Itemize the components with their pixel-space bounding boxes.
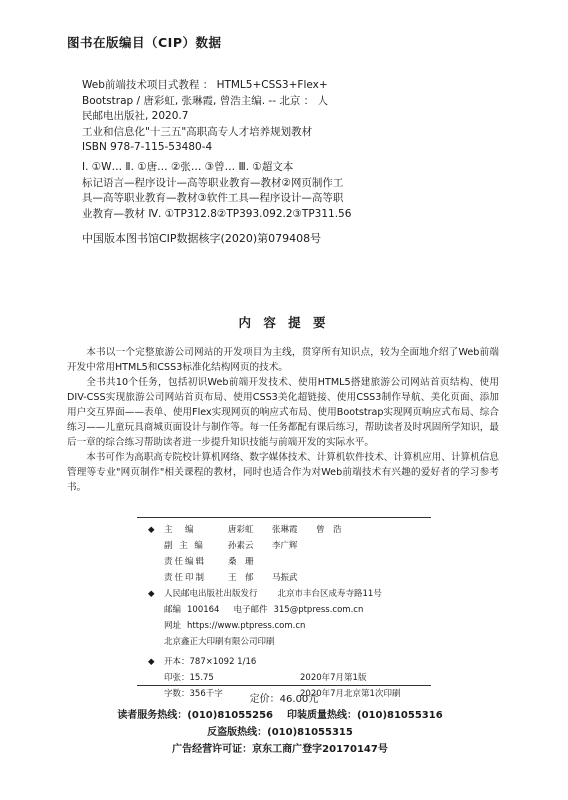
credits-row-contact bbox=[148, 602, 438, 618]
credits-block bbox=[148, 522, 438, 702]
diamond-bullet-icon: ◆ bbox=[148, 525, 155, 535]
cip-bibliographic-block bbox=[82, 78, 328, 156]
edition: 2020年7月第1版 bbox=[300, 673, 367, 683]
reader-service-hotline: 读者服务热线：(010)81055256 bbox=[117, 710, 273, 721]
credit-name: 李广辉 bbox=[272, 541, 298, 551]
credit-role: 主 编 bbox=[164, 525, 196, 535]
cip-number: 中国版本图书馆CIP数据核字(2020)第079408号 bbox=[82, 232, 322, 245]
ad-license: 广告经营许可证：京东工商广登字20170147号 bbox=[172, 744, 388, 755]
credits-row-printer bbox=[148, 634, 438, 650]
cip-subject-line: 业教育—教材 Ⅳ. ①TP312.8②TP393.092.2③TP311.56 bbox=[82, 207, 352, 220]
price: 定价：46.00元 bbox=[249, 694, 319, 705]
credits-row-publisher bbox=[148, 586, 438, 602]
diamond-bullet-icon: ◆ bbox=[148, 589, 155, 599]
postcode-label: 邮编 bbox=[164, 605, 182, 615]
credit-name: 马振武 bbox=[272, 573, 298, 583]
credit-name: 唐彩虹 bbox=[228, 525, 254, 535]
summary-paragraph: 本书以一个完整旅游公司网站的开发项目为主线，贯穿所有知识点，较为全面地介绍了Web前端开发中常用HTML5和CSS3标准化结构网页的技术。 bbox=[67, 347, 499, 373]
email-label: 电子邮件 bbox=[233, 605, 268, 615]
cip-subject-line: Ⅰ. ①W… Ⅱ. ①唐… ②张… ③曾… Ⅲ. ①超文本 bbox=[82, 161, 294, 173]
cip-subject-block bbox=[82, 160, 351, 222]
cip-subject-line: 具—高等职业教育—教材③软件工具—程序设计—高等职 bbox=[82, 192, 344, 204]
credits-row-website bbox=[148, 618, 438, 634]
postcode: 100164 bbox=[187, 605, 220, 615]
hotline-row bbox=[100, 741, 460, 758]
printed-sheets: 印张：15.75 bbox=[164, 673, 214, 683]
credit-name: 曾 浩 bbox=[316, 525, 342, 535]
cip-line: 民邮电出版社, 2020.7 bbox=[82, 110, 189, 122]
credit-role: 责任编辑 bbox=[164, 557, 207, 567]
credit-name: 孙素云 bbox=[228, 541, 254, 551]
cip-subject-line: 标记语言—程序设计—高等职业教育—教材②网页制作工 bbox=[82, 176, 344, 189]
summary-paragraph: 全书共10个任务，包括初识Web前端开发技术、使用HTML5搭建旅游公司网站首页结构、使用DIV-CSS实现旅游公司网站首页布局、使用CSS3美化超链接、使用CSS3制作导航、美化页面、添加用户交互界面——表单、使用Flex实现网页的响应式布局、使用Bootstrap实现网页响应式布局、综合练习——儿童玩具商城页面设计与制作等。每一任务都配有课后练习，帮助读者及时巩固所学知识，最后一章的综合练习帮助读者进一步提升知识技能与前端开发的实际水平。 bbox=[67, 377, 499, 448]
credits-row-format bbox=[148, 654, 438, 670]
email: 315@ptpress.com.cn bbox=[273, 605, 364, 615]
credit-name: 桑 珊 bbox=[228, 557, 254, 567]
hotline-row bbox=[100, 707, 460, 724]
printer: 北京鑫正大印刷有限公司印刷 bbox=[164, 637, 275, 647]
publisher: 人民邮电出版社出版发行 bbox=[164, 589, 258, 599]
cip-title: 图书在版编目（CIP）数据 bbox=[67, 35, 222, 50]
publisher-address: 北京市丰台区成寿寺路11号 bbox=[277, 589, 382, 599]
cip-line: ISBN 978-7-115-53480-4 bbox=[82, 141, 213, 153]
credits-row-sheets bbox=[148, 670, 438, 686]
anti-piracy-hotline: 反盗版热线：(010)81055315 bbox=[207, 727, 353, 738]
word-count: 字数：356千字 bbox=[164, 689, 223, 699]
credits-bottom-rule bbox=[137, 685, 431, 686]
summary-title: 内 容 提 要 bbox=[238, 315, 330, 330]
credits-row-editors bbox=[148, 522, 438, 538]
cip-line: 工业和信息化"十三五"高职高专人才培养规划教材 bbox=[82, 125, 313, 138]
credit-name: 王 郁 bbox=[228, 573, 254, 583]
hotlines-block bbox=[100, 707, 460, 758]
hotline-row bbox=[100, 724, 460, 741]
website: https://www.ptpress.com.cn bbox=[187, 621, 306, 631]
credits-row-responsible-editor bbox=[148, 554, 438, 570]
credits-top-rule bbox=[137, 517, 431, 518]
impression: 2020年7月北京第1次印刷 bbox=[300, 689, 401, 699]
summary-text bbox=[67, 345, 499, 495]
cip-line: Bootstrap / 唐彩虹, 张琳霞, 曾浩主编. -- 北京 ： 人 bbox=[82, 94, 329, 107]
credit-role: 责任印制 bbox=[164, 573, 207, 583]
credits-row-printing bbox=[148, 570, 438, 586]
diamond-bullet-icon: ◆ bbox=[148, 657, 155, 667]
summary-paragraph: 本书可作为高职高专院校计算机网络、数字媒体技术、计算机软件技术、计算机应用、计算机信息管理等专业"网页制作"相关课程的教材，同时也适合作为对Web前端技术有兴趣的爱好者的学习参考书。 bbox=[67, 452, 499, 493]
credit-name: 张琳霞 bbox=[272, 525, 298, 535]
quality-hotline: 印装质量热线：(010)81055316 bbox=[287, 710, 443, 721]
cip-line: Web前端技术项目式教程 ： HTML5+CSS3+Flex+ bbox=[82, 79, 328, 91]
website-label: 网址 bbox=[164, 621, 182, 631]
credits-row-associates bbox=[148, 538, 438, 554]
credit-role: 副 主 编 bbox=[164, 541, 205, 551]
book-format: 开本：787×1092 1/16 bbox=[164, 657, 257, 667]
